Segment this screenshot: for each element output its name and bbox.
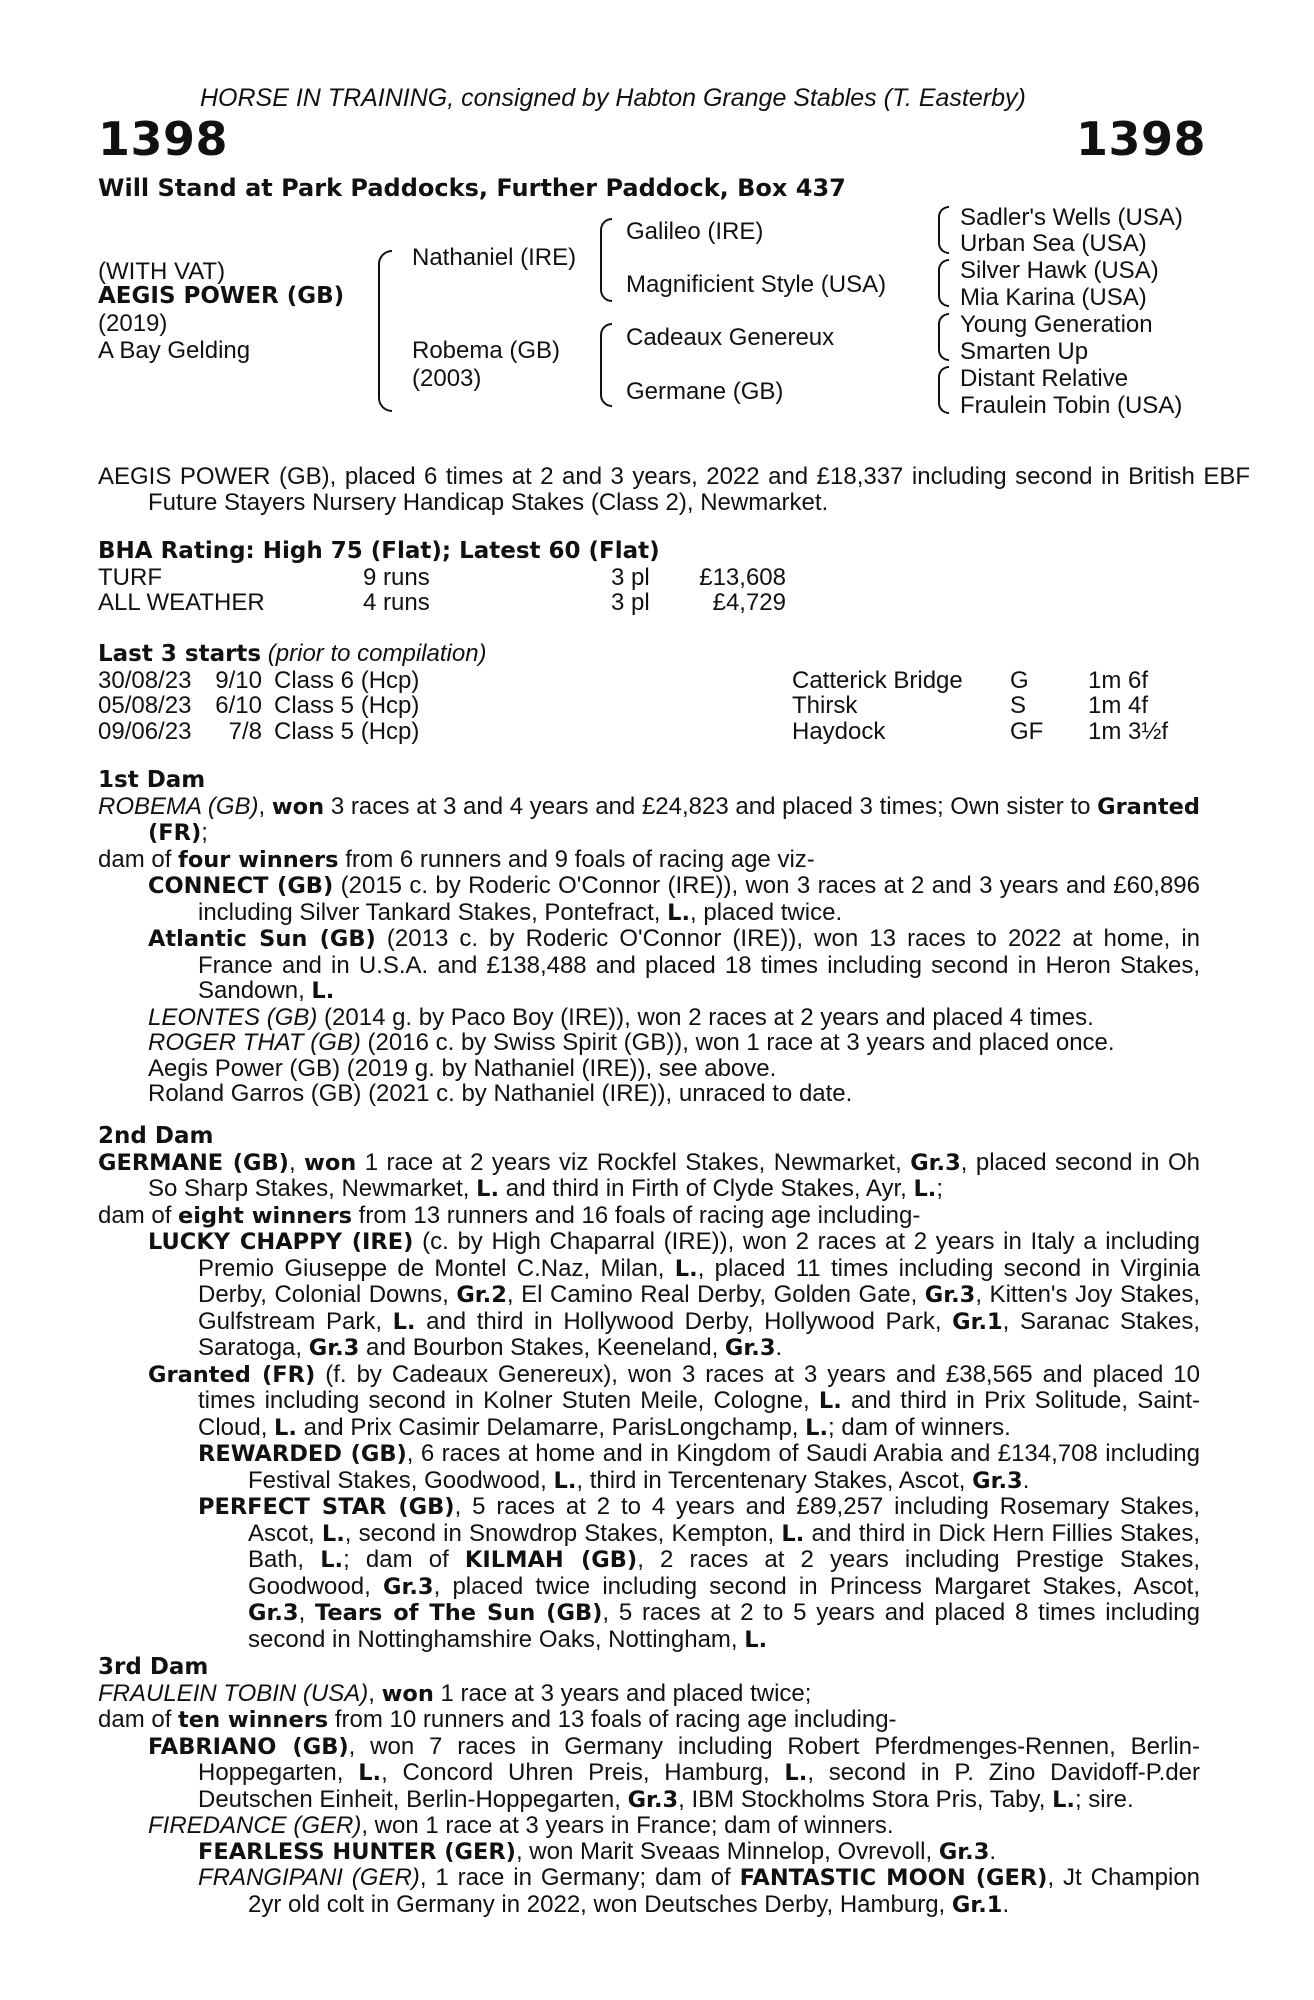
- text-run: (f. by Cadeaux Genereux), won 3 races at 3 years and £38,565 and placed 10 times including second in Kolner Stuten Meile, Cologne,: [198, 1360, 1201, 1414]
- text-run: (2016 c. by Swiss Spirit (GB)), won 1 race at 3 years and placed once.: [360, 1029, 1115, 1056]
- text-run: won: [271, 793, 325, 820]
- text-run: from 6 runners and 9 foals of racing age viz-: [338, 845, 815, 873]
- produce-name: CONNECT (GB): [148, 873, 334, 899]
- pedigree-brace: [938, 259, 949, 307]
- text-run: Granted (FR): [148, 793, 1200, 846]
- text-run: and third in Prix Solitude, Saint-Cloud,: [198, 1387, 1201, 1441]
- text-run: , third in Tercentenary Stakes, Ascot,: [576, 1466, 973, 1494]
- horse-year: (2019): [98, 310, 168, 337]
- pedigree-brace: [378, 250, 392, 412]
- produce-name: REWARDED (GB): [198, 1441, 407, 1467]
- produce-entry: [148, 1362, 1200, 1442]
- text-run: , 5 races at 2 to 4 years and £89,257 including Rosemary Stakes, Ascot,: [248, 1493, 1200, 1547]
- text-run: , 2 races at 2 years including Prestige Stakes, Goodwood,: [248, 1546, 1200, 1600]
- text-run: won: [304, 1149, 357, 1176]
- produce-entry: [148, 1813, 1200, 1839]
- text-run: L.: [358, 1760, 382, 1786]
- text-run: ,: [298, 1599, 316, 1626]
- text-run: L.: [553, 1467, 577, 1494]
- text-run: L.: [476, 1176, 500, 1202]
- last-starts-title: Last 3 starts: [98, 641, 262, 667]
- text-run: (2014 g. by Paco Boy (IRE)), won 2 races at 2 years and placed 4 times.: [317, 1003, 1094, 1031]
- start-date: 05/08/23: [98, 692, 192, 719]
- pedigree-dam-sire: Cadeaux Genereux: [626, 324, 835, 351]
- produce-name: FIREDANCE (GER): [148, 1812, 362, 1839]
- rating-runs: 4 runs: [363, 589, 430, 616]
- dam-name: FRAULEIN TOBIN (USA): [98, 1679, 369, 1707]
- pedigree-brace: [938, 313, 949, 361]
- pedigree-gg-1: Sadler's Wells (USA): [960, 204, 1183, 231]
- third-dam-title: 3rd Dam: [98, 1654, 209, 1680]
- produce-entry: [148, 926, 1200, 1005]
- start-date: 09/06/23: [98, 717, 192, 745]
- rating-surface: ALL WEATHER: [98, 589, 265, 616]
- rating-title: BHA Rating: High 75 (Flat); Latest 60 (Flat): [98, 538, 660, 564]
- text-run: L.: [805, 1414, 829, 1441]
- text-run: L.: [311, 978, 335, 1004]
- start-going: G: [1010, 666, 1029, 694]
- pedigree-brace: [600, 323, 612, 407]
- pedigree-gg-2: Urban Sea (USA): [960, 230, 1147, 257]
- produce-name: LUCKY CHAPPY (IRE): [148, 1229, 414, 1255]
- rating-runs: 9 runs: [363, 563, 430, 591]
- third-dam-section: [98, 1655, 1200, 1918]
- pedigree-gg-8: Fraulein Tobin (USA): [960, 392, 1183, 419]
- text-run: , placed 11 times including second in Virginia Derby, Colonial Downs,: [198, 1254, 1200, 1308]
- text-run: ,: [368, 1679, 382, 1707]
- text-run: Gr.3: [910, 1149, 961, 1176]
- text-run: ; dam of winners.: [828, 1413, 1011, 1441]
- text-run: , 5 races at 2 to 5 years and placed 8 times including second in Nottinghamshire Oaks, Nottingham,: [248, 1599, 1200, 1653]
- text-run: Gr.2: [456, 1282, 507, 1308]
- first-dam-section: [98, 768, 1200, 1107]
- text-run: Gr.1: [952, 1308, 1003, 1335]
- produce-entry: Roland Garros (GB) (2021 c. by Nathaniel (IRE)), unraced to date.: [148, 1080, 853, 1107]
- text-run: Gr.3: [383, 1573, 434, 1600]
- text-run: , Jt Champion 2yr old colt in Germany in 2022, won Deutsches Derby, Hamburg,: [248, 1864, 1201, 1918]
- first-dam-title: 1st Dam: [98, 767, 206, 793]
- text-run: Gr.1: [951, 1891, 1003, 1918]
- text-run: ; dam of: [343, 1546, 465, 1573]
- consignment-line: HORSE IN TRAINING, consigned by Habton Grange Stables (T. Easterby): [200, 84, 1026, 112]
- text-run: , 6 races at home and in Kingdom of Saudi Arabia and £134,708 including Festival Stakes, Goodwood,: [248, 1440, 1201, 1494]
- text-run: , Saranac Stakes, Saratoga,: [198, 1307, 1200, 1361]
- rating-table: [98, 565, 786, 616]
- third-dam-para: [98, 1681, 1200, 1708]
- rating-amount: £13,608: [699, 563, 786, 591]
- text-run: L.: [818, 1388, 842, 1414]
- produce-name: ROGER THAT (GB): [148, 1029, 361, 1056]
- text-run: Gr.3: [938, 1838, 990, 1865]
- text-run: L.: [674, 1255, 698, 1282]
- produce-entry: Aegis Power (GB) (2019 g. by Nathaniel (IRE)), see above.: [148, 1054, 777, 1082]
- text-run: ,: [288, 1148, 305, 1176]
- horse-description: A Bay Gelding: [98, 337, 251, 364]
- text-run: .: [1022, 1466, 1030, 1494]
- text-run: L.: [667, 899, 691, 926]
- produce-entry: [148, 1030, 1200, 1056]
- produce-name: Atlantic Sun (GB): [148, 926, 376, 952]
- text-run: , IBM Stockholms Stora Pris, Taby,: [678, 1785, 1053, 1813]
- pedigree-dam-year: (2003): [412, 365, 482, 392]
- start-date: 30/08/23: [98, 666, 192, 694]
- stand-location: Will Stand at Park Paddocks, Further Paddock, Box 437: [98, 174, 846, 202]
- text-run: (2013 c. by Roderic O'Connor (IRE)), won 13 races to 2022 at home, in France and in U.S.A. and £138,488 and placed 18 times including second in Heron Stakes, Sandown,: [198, 925, 1201, 1004]
- produce-name: FRANGIPANI (GER): [198, 1864, 420, 1891]
- pedigree-gg-7: Distant Relative: [960, 365, 1129, 392]
- grand-produce-entry: [198, 1865, 1200, 1918]
- text-run: , Concord Uhren Preis, Hamburg,: [381, 1759, 785, 1786]
- text-run: ten winners: [178, 1707, 329, 1733]
- pedigree-gg-4: Mia Karina (USA): [960, 284, 1147, 311]
- text-run: and Prix Casimir Delamarre, ParisLongchamp,: [296, 1413, 806, 1441]
- text-run: and Bourbon Stakes, Keeneland,: [359, 1334, 725, 1361]
- pedigree-dam-dam: Germane (GB): [626, 378, 784, 405]
- text-run: ;: [201, 819, 208, 846]
- text-run: dam of: [98, 845, 179, 873]
- start-position: 6/10: [215, 692, 262, 719]
- text-run: L.: [392, 1308, 416, 1335]
- produce-entry: [148, 1005, 1200, 1031]
- produce-name: FEARLESS HUNTER (GER): [198, 1838, 516, 1865]
- text-run: , won 1 race at 3 years in France; dam of winners.: [361, 1812, 894, 1839]
- text-run: L.: [784, 1760, 808, 1786]
- second-dam-section: [98, 1124, 1200, 1653]
- text-run: L.: [321, 1520, 345, 1547]
- last-starts-table: [98, 668, 1168, 745]
- text-run: Gr.3: [724, 1335, 776, 1361]
- text-run: from 13 runners and 16 foals of racing age including-: [352, 1201, 921, 1229]
- text-run: and third in Hollywood Derby, Hollywood Park,: [415, 1307, 953, 1335]
- text-run: Gr.3: [972, 1467, 1023, 1494]
- vat-note: (WITH VAT): [98, 258, 226, 285]
- text-run: .: [775, 1334, 783, 1361]
- text-run: Gr.3: [248, 1600, 299, 1626]
- pedigree-brace: [600, 218, 612, 302]
- produce-name: PERFECT STAR (GB): [198, 1494, 455, 1520]
- start-row: [98, 693, 1168, 719]
- text-run: Tears of The Sun (GB): [315, 1600, 603, 1626]
- third-dam-produce: [98, 1707, 1200, 1734]
- pedigree-sire-sire: Galileo (IRE): [626, 218, 764, 245]
- text-run: ; sire.: [1074, 1785, 1134, 1813]
- race-summary: AEGIS POWER (GB), placed 6 times at 2 and 3 years, 2022 and £18,337 including second in British EBF Future Stayers Nursery Handicap Stakes (Class 2), Newmarket.: [98, 463, 1250, 516]
- text-run: , second in P. Zino Davidoff-P.der Deutschen Einheit, Berlin-Hoppegarten,: [198, 1759, 1201, 1813]
- text-run: and third in Dick Hern Fillies Stakes, Bath,: [248, 1519, 1200, 1573]
- text-run: L.: [274, 1414, 297, 1441]
- start-going: GF: [1010, 717, 1044, 745]
- text-run: .: [989, 1837, 997, 1865]
- second-dam-title: 2nd Dam: [98, 1123, 214, 1149]
- text-run: , won Marit Sveaas Minnelop, Ovrevoll,: [515, 1837, 939, 1865]
- lot-number-right: 1398: [1075, 112, 1206, 166]
- start-class: Class 5 (Hcp): [274, 692, 420, 719]
- text-run: ;: [936, 1175, 944, 1202]
- second-dam-para: [98, 1150, 1200, 1203]
- text-run: , placed twice.: [690, 898, 843, 926]
- rating-section: [98, 539, 1200, 616]
- text-run: , second in Snowdrop Stakes, Kempton,: [344, 1519, 782, 1547]
- pedigree-gg-6: Smarten Up: [960, 338, 1089, 365]
- start-position: 9/10: [215, 666, 262, 694]
- text-run: , won 7 races in Germany including Robert Pferdmenges-Rennen, Berlin-Hoppegarten,: [198, 1732, 1200, 1786]
- rating-row: [98, 565, 786, 591]
- grand-produce-entry: [198, 1494, 1200, 1653]
- text-run: dam of: [98, 1706, 179, 1733]
- text-run: 3 races at 3 and 4 years and £24,823 and placed 3 times; Own sister to: [324, 792, 1098, 820]
- rating-placed: 3 pl: [611, 589, 650, 616]
- start-course: Haydock: [792, 717, 886, 745]
- start-course: Catterick Bridge: [792, 666, 963, 694]
- text-run: 1 race at 2 years viz Rockfel Stakes, Newmarket,: [356, 1148, 911, 1176]
- last-starts-section: [98, 641, 1200, 744]
- pedigree-sire: Nathaniel (IRE): [412, 244, 577, 271]
- last-starts-note: (prior to compilation): [267, 640, 487, 667]
- grand-produce-entry: [198, 1839, 1200, 1866]
- start-course: Thirsk: [792, 692, 858, 719]
- text-run: , Kitten's Joy Stakes, Gulfstream Park,: [198, 1281, 1200, 1335]
- pedigree-gg-3: Silver Hawk (USA): [960, 257, 1159, 284]
- text-run: L.: [744, 1626, 768, 1653]
- second-dam-produce: [98, 1203, 1200, 1230]
- text-run: from 10 runners and 13 foals of racing age including-: [328, 1706, 897, 1733]
- produce-name: FABRIANO (GB): [148, 1733, 349, 1760]
- dam-name: GERMANE (GB): [98, 1149, 289, 1176]
- dam-name: ROBEMA (GB): [98, 792, 259, 820]
- rating-amount: £4,729: [712, 589, 786, 616]
- text-run: FANTASTIC MOON (GER): [739, 1865, 1048, 1891]
- text-run: L.: [1052, 1786, 1075, 1813]
- produce-entry: [148, 1734, 1200, 1814]
- start-class: Class 5 (Hcp): [274, 717, 420, 745]
- pedigree-brace: [938, 366, 949, 414]
- text-run: (c. by High Chaparral (IRE)), won 2 races at 2 years in Italy a including Premio Giuseppe de Montel C.Naz, Milan,: [198, 1228, 1200, 1282]
- start-position: 7/8: [228, 717, 262, 745]
- text-run: 1 race at 3 years and placed twice;: [433, 1679, 812, 1707]
- text-run: , El Camino Real Derby, Golden Gate,: [506, 1281, 925, 1308]
- produce-name: LEONTES (GB): [148, 1003, 318, 1031]
- text-run: , placed second in Oh So Sharp Stakes, Newmarket,: [148, 1148, 1200, 1202]
- start-row: [98, 719, 1168, 745]
- text-run: ,: [258, 792, 272, 820]
- text-run: , placed twice including second in Princess Margaret Stakes, Ascot,: [433, 1572, 1201, 1600]
- text-run: eight winners: [178, 1202, 353, 1229]
- rating-surface: TURF: [98, 563, 162, 591]
- start-distance: 1m 4f: [1088, 692, 1149, 719]
- text-run: four winners: [178, 846, 339, 873]
- text-run: Gr.3: [627, 1786, 679, 1813]
- pedigree-brace: [938, 206, 949, 254]
- text-run: , 1 race in Germany; dam of: [419, 1864, 740, 1891]
- text-run: and third in Firth of Clyde Stakes, Ayr,: [499, 1175, 914, 1202]
- text-run: L.: [913, 1176, 937, 1202]
- text-run: Gr.3: [924, 1282, 976, 1308]
- text-run: Gr.3: [308, 1335, 360, 1361]
- produce-entry: [148, 1229, 1200, 1362]
- produce-entry: [148, 873, 1200, 926]
- pedigree-sire-dam: Magnificient Style (USA): [626, 271, 887, 298]
- pedigree-dam: Robema (GB): [412, 337, 561, 364]
- lot-number-left: 1398: [98, 112, 229, 166]
- rating-placed: 3 pl: [611, 563, 650, 591]
- start-class: Class 6 (Hcp): [274, 666, 420, 694]
- start-distance: 1m 3½f: [1088, 717, 1169, 745]
- pedigree-gg-5: Young Generation: [960, 311, 1153, 338]
- first-dam-para: [98, 794, 1200, 847]
- text-run: .: [1002, 1890, 1010, 1918]
- start-going: S: [1010, 692, 1027, 719]
- horse-name: AEGIS POWER (GB): [98, 283, 345, 309]
- grand-produce-entry: [198, 1441, 1200, 1494]
- text-run: KILMAH (GB): [464, 1547, 638, 1573]
- text-run: won: [381, 1680, 434, 1707]
- first-dam-produce: [98, 847, 1200, 874]
- text-run: L.: [781, 1520, 805, 1547]
- text-run: L.: [320, 1547, 344, 1573]
- start-row: [98, 668, 1168, 694]
- produce-name: Granted (FR): [148, 1361, 316, 1388]
- text-run: dam of: [98, 1201, 179, 1229]
- start-distance: 1m 6f: [1088, 666, 1149, 694]
- text-run: (2015 c. by Roderic O'Connor (IRE)), won 3 races at 2 and 3 years and £60,896 including Silver Tankard Stakes, Pontefract,: [198, 872, 1200, 926]
- rating-row: [98, 590, 786, 616]
